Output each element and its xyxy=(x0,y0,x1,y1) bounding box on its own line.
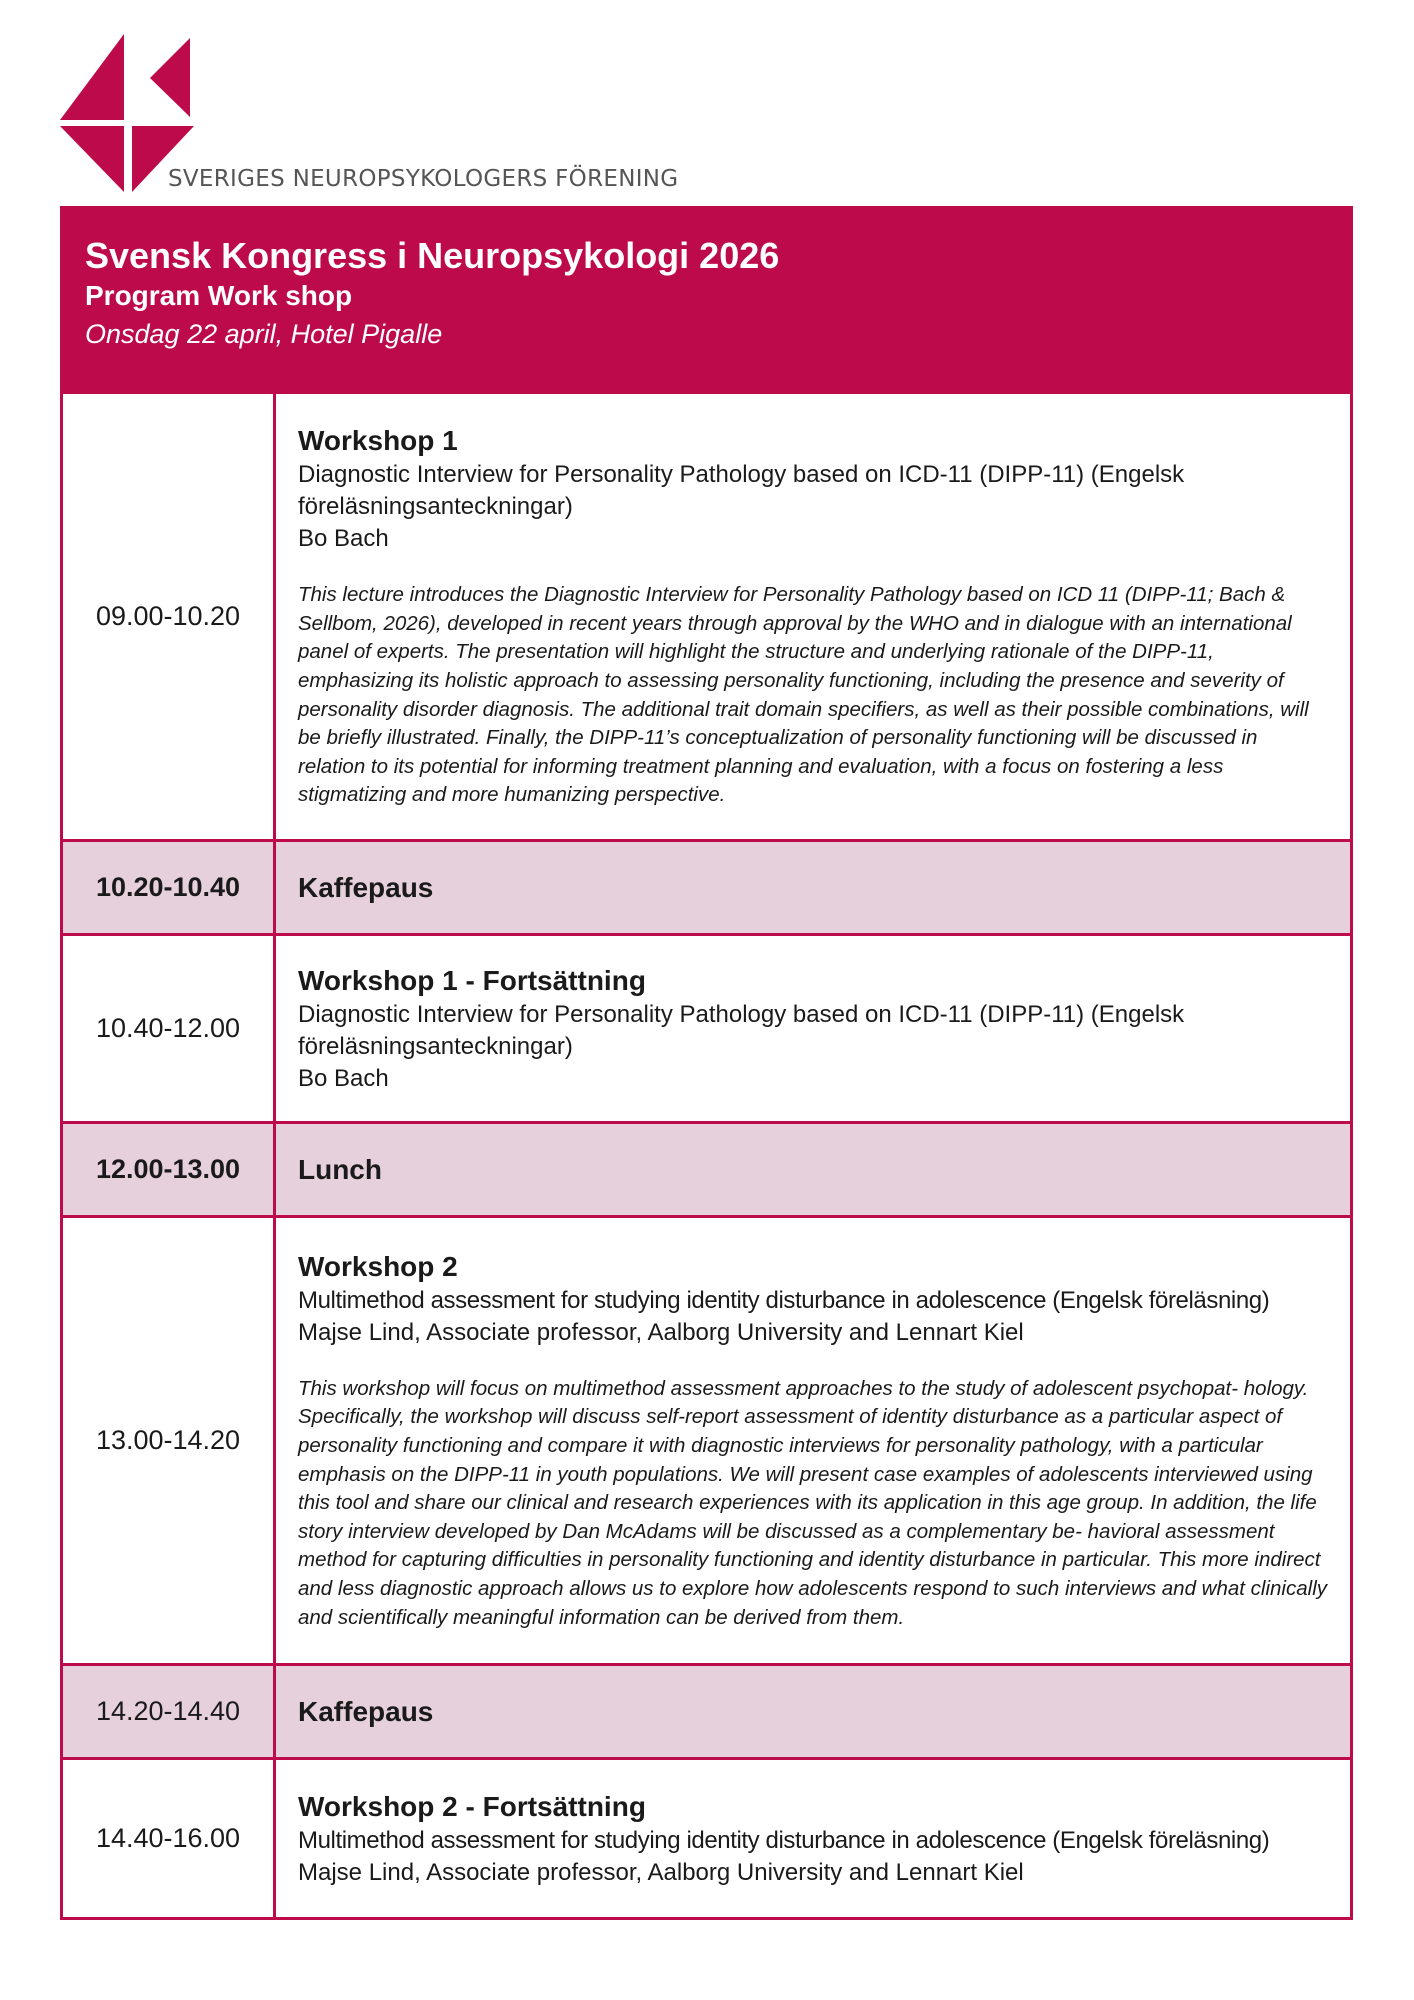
time-cell: 14.40-16.00 xyxy=(62,1759,275,1919)
schedule-row-workshop-2-continued xyxy=(62,1759,1352,1919)
time-cell: 14.20-14.40 xyxy=(62,1665,275,1759)
logo xyxy=(60,34,679,204)
schedule-row-workshop-2 xyxy=(62,1217,1352,1665)
time-cell: 10.40-12.00 xyxy=(62,935,275,1123)
schedule-row-lunch xyxy=(62,1123,1352,1217)
page-title: Svensk Kongress i Neuropsykologi 2026 xyxy=(85,235,780,276)
header-banner xyxy=(60,206,1353,391)
time-cell: 12.00-13.00 xyxy=(62,1123,275,1217)
break-label: Kaffepaus xyxy=(275,1665,1352,1759)
schedule-table xyxy=(60,391,1353,1920)
schedule-row-workshop-1 xyxy=(62,393,1352,841)
session-cell xyxy=(275,1759,1352,1919)
session-topic: Multimethod assessment for studying identity disturbance in adolescence (Engelsk föreläsning) xyxy=(298,1286,1270,1314)
date-venue: Onsdag 22 april, Hotel Pigalle xyxy=(85,319,443,349)
session-speaker: Bo Bach xyxy=(298,1064,389,1092)
break-label: Lunch xyxy=(275,1123,1352,1217)
session-cell xyxy=(275,393,1352,841)
session-title: Workshop 2 - Fortsättning xyxy=(298,1790,646,1822)
session-cell xyxy=(275,935,1352,1123)
session-cell xyxy=(275,1217,1352,1665)
session-topic: Diagnostic Interview for Personality Pathology based on ICD-11 (DIPP-11) (Engelsk föreläsningsanteckningar) xyxy=(298,1000,1185,1060)
time-cell: 10.20-10.40 xyxy=(62,841,275,935)
session-topic: Diagnostic Interview for Personality Pathology based on ICD-11 (DIPP-11) (Engelsk föreläsningsanteckningar) xyxy=(298,461,1185,521)
schedule-row-break xyxy=(62,1665,1352,1759)
session-abstract: This lecture introduces the Diagnostic Interview for Personality Pathology based on ICD 11 (DIPP-11; Bach & Sellbom, 2026), developed in recent years through approval by the WHO and in dialogue with an international panel of experts. The presentation will highlight the structure and underlying rationale of the DIPP-11, emphasizing its holistic approach to assessing personality functioning, including the presence and severity of personality disorder diagnosis. The additional trait domain specifiers, as well as their possible combinations, will be briefly illustrated. Finally, the DIPP-11’s conceptualization of personality functioning will be discussed in relation to its potential for informing treatment planning and evaluation, with a focus on fostering a less stigmatizing and more humanizing perspective. xyxy=(298,583,1309,807)
break-label: Kaffepaus xyxy=(275,841,1352,935)
session-speaker: Bo Bach xyxy=(298,525,389,553)
schedule-row-workshop-1-continued xyxy=(62,935,1352,1123)
session-speaker: Majse Lind, Associate professor, Aalborg University and Lennart Kiel xyxy=(298,1858,1024,1886)
session-speaker: Majse Lind, Associate professor, Aalborg University and Lennart Kiel xyxy=(298,1318,1024,1346)
session-title: Workshop 1 - Fortsättning xyxy=(298,964,646,996)
page-subtitle: Program Work shop xyxy=(85,280,353,311)
organization-name: SVERIGES NEUROPSYKOLOGERS FÖRENING xyxy=(168,166,679,192)
schedule-row-break xyxy=(62,841,1352,935)
session-title: Workshop 2 xyxy=(298,1250,458,1282)
session-topic: Multimethod assessment for studying identity disturbance in adolescence (Engelsk föreläsning) xyxy=(298,1826,1270,1854)
time-cell: 13.00-14.20 xyxy=(62,1217,275,1665)
session-title: Workshop 1 xyxy=(298,425,458,457)
time-cell: 09.00-10.20 xyxy=(62,393,275,841)
session-abstract: This workshop will focus on multimethod assessment approaches to the study of adolescent psychopat- hology. Specifically, the workshop will discuss self-report assessment of identity disturbance as a particular aspect of personality functioning and compare it with diagnostic interviews for personality pathology, with a particular emphasis on the DIPP-11 in youth populations. We will present case examples of adolescents interviewed using this tool and share our clinical and research experiences with its application in this age group. In addition, the life story interview developed by Dan McAdams will be discussed as a complementary be- havioral assessment method for capturing difficulties in personality functioning and identity disturbance in particular. This more indirect and less diagnostic approach allows us to explore how adolescents respond to such interviews and what clinically and scientifically meaningful information can be derived from them. xyxy=(298,1376,1327,1629)
